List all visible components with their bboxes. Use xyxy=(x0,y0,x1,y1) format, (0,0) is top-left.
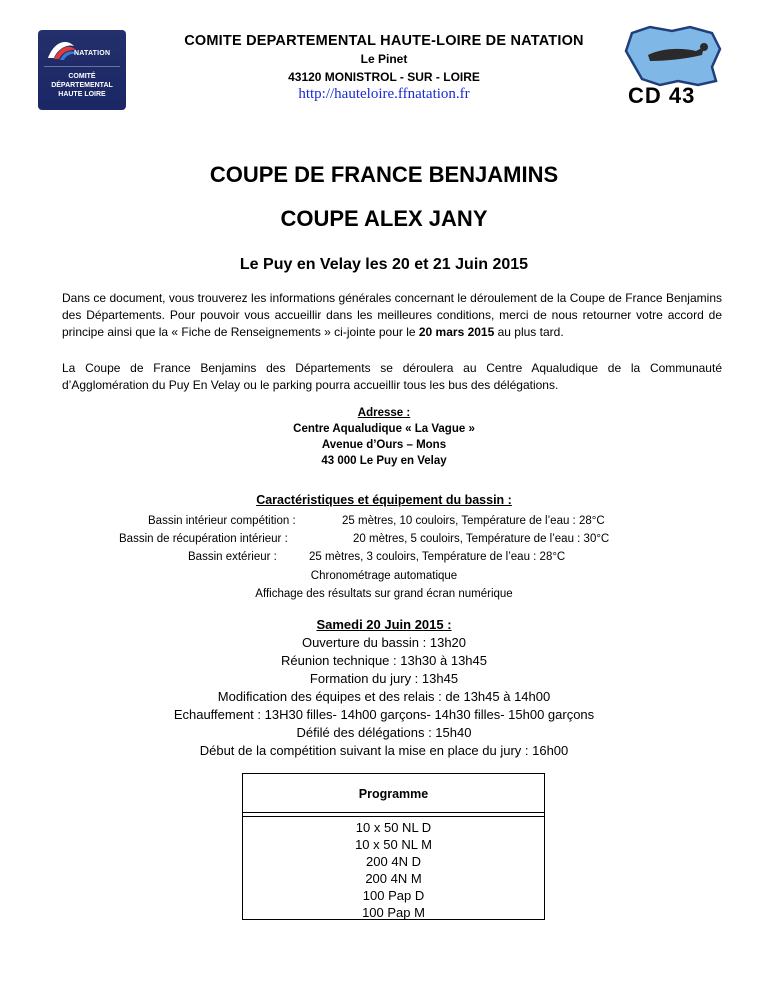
pool-row-value: 25 mètres, 3 couloirs, Température de l’eau : 28°C xyxy=(309,551,566,563)
logo-divider xyxy=(44,66,120,67)
schedule-item: Echauffement : 13H30 filles- 14h00 garçons- 14h30 filles- 15h00 garçons xyxy=(173,707,595,722)
main-title: COUPE DE FRANCE BENJAMINS xyxy=(209,162,559,187)
schedule-item: Début de la compétition suivant la mise en place du jury : 16h00 xyxy=(199,743,569,758)
programme-item: 200 4N D xyxy=(366,854,421,869)
address-label: Adresse : xyxy=(357,407,411,419)
schedule-item: Défilé des délégations : 15h40 xyxy=(296,725,472,740)
programme-item: 200 4N M xyxy=(365,871,422,886)
pool-feature: Chronométrage automatique xyxy=(310,570,458,582)
cd43-logo-text: CD 43 xyxy=(628,83,696,108)
secondary-title: COUPE ALEX JANY xyxy=(280,206,488,231)
programme-item: 100 Pap M xyxy=(362,905,425,920)
programme-item: 10 x 50 NL M xyxy=(355,837,432,852)
deadline-date: 20 mars 2015 xyxy=(418,325,495,339)
saturday-title: Samedi 20 Juin 2015 : xyxy=(316,617,452,632)
pool-feature: Affichage des résultats sur grand écran numérique xyxy=(255,588,513,600)
saturday-schedule xyxy=(0,634,768,760)
schedule-item: Modification des équipes et des relais : de 13h45 à 14h00 xyxy=(217,689,551,704)
logo-committee-text: COMITÉ DÉPARTEMENTAL HAUTE LOIRE xyxy=(51,73,113,98)
programme-item: 100 Pap D xyxy=(362,888,425,903)
event-subtitle: Le Puy en Velay les 20 et 21 Juin 2015 xyxy=(239,256,529,273)
pool-row-value: 20 mètres, 5 couloirs, Température de l’eau : 30°C xyxy=(353,533,610,545)
programme-item: 10 x 50 NL D xyxy=(355,820,432,835)
pool-row-label: Bassin de récupération intérieur : xyxy=(119,533,288,545)
pool-row-value: 25 mètres, 10 couloirs, Température de l’eau : 28°C xyxy=(342,515,605,527)
pool-row-label: Bassin intérieur compétition : xyxy=(148,515,296,527)
website-link[interactable]: http://hauteloire.ffnatation.fr xyxy=(298,86,470,102)
programme-list xyxy=(243,817,544,921)
schedule-item: Ouverture du bassin : 13h20 xyxy=(301,635,467,650)
address-line: Centre Aqualudique « La Vague » xyxy=(293,423,475,435)
address-block xyxy=(0,405,768,469)
intro-paragraph: Dans ce document, vous trouverez les informations générales concernant le déroulement de la Coupe de France Benjamins des Départements. Pour pouvoir vous accueillir dans les meilleures conditions, merci de nous retourner votre accord de principe ainsi que la « Fiche de Renseignements » ci-jointe pour le 20 mars 2015 au plus tard. xyxy=(62,291,722,339)
address-line: 43 000 Le Puy en Velay xyxy=(321,455,447,467)
organization-name: COMITE DEPARTEMENTAL HAUTE-LOIRE DE NATATION xyxy=(184,33,584,49)
programme-header: Programme xyxy=(243,774,544,813)
letterhead xyxy=(0,0,768,115)
programme-table xyxy=(242,773,545,920)
pool-section-title: Caractéristiques et équipement du bassin : xyxy=(256,493,512,507)
schedule-item: Réunion technique : 13h30 à 13h45 xyxy=(280,653,487,668)
address-line: Avenue d’Ours – Mons xyxy=(321,439,447,451)
address-line-1: Le Pinet xyxy=(360,52,408,66)
logo-brand-text: NATATION xyxy=(74,50,111,57)
venue-paragraph: La Coupe de France Benjamins des Départements se déroulera au Centre Aqualudique de la Communauté d’Agglomération du Puy En Velay ou le parking pourra accueillir tous les bus des délégations. xyxy=(62,361,722,392)
address-line-2: 43120 MONISTROL - SUR - LOIRE xyxy=(288,70,480,84)
pool-row-label: Bassin extérieur : xyxy=(188,551,277,563)
schedule-item: Formation du jury : 13h45 xyxy=(309,671,459,686)
